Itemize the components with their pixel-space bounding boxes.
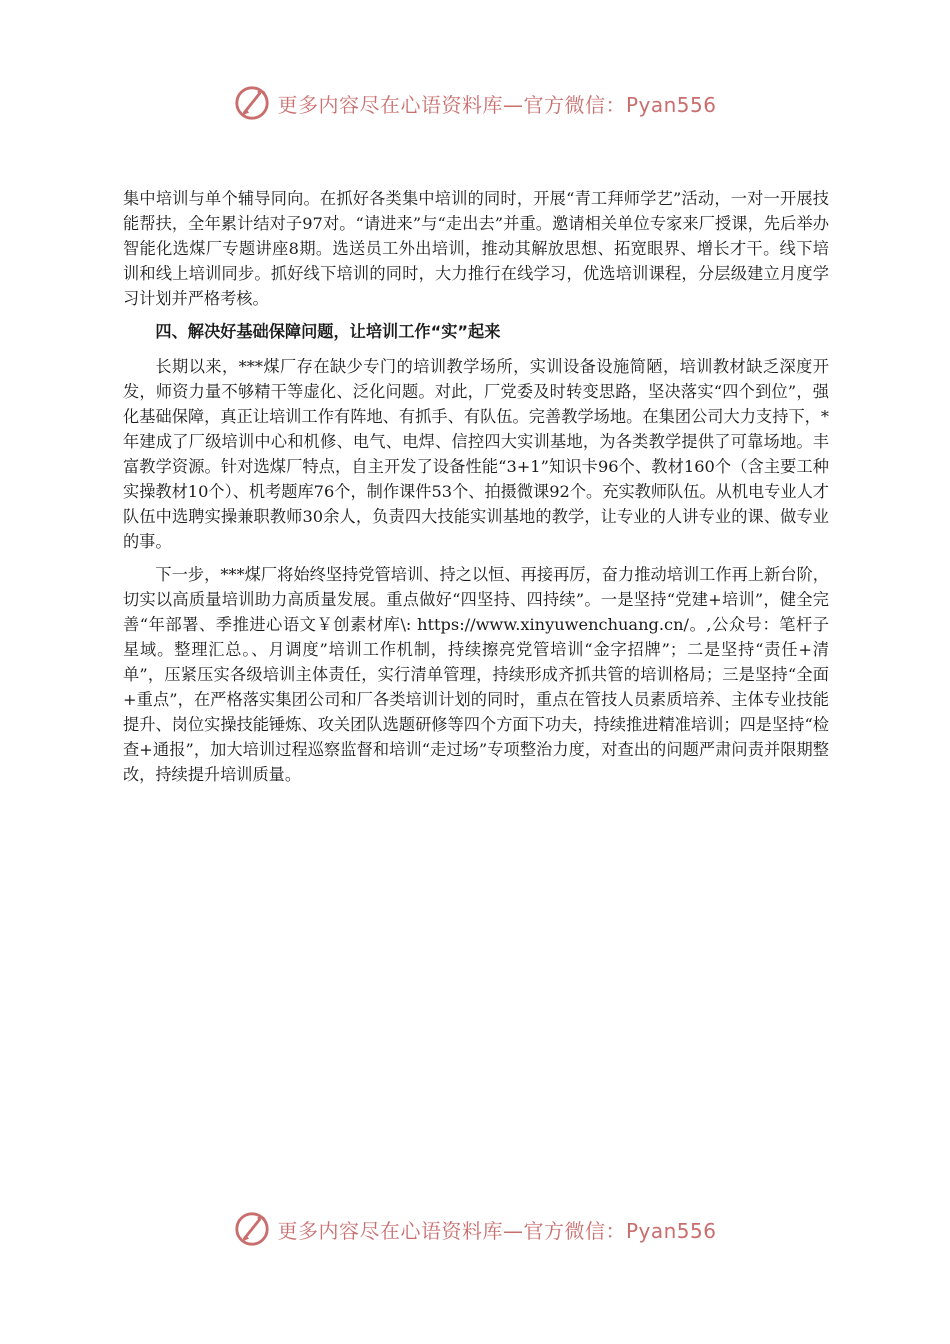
header-watermark [0, 84, 950, 122]
watermark-text: 更多内容尽在心语资料库—官方微信：Pyan556 [277, 1218, 717, 1243]
pen-logo-icon [233, 1210, 271, 1248]
paragraph-2: 长期以来，***煤厂存在缺少专门的培训教学场所，实训设备设施简陋，培训教材缺乏深度开发，师资力量不够精干等虚化、泛化问题。对此，厂党委及时转变思路，坚决落实“四个到位”，强化基础保障，真正让培训工作有阵地、有抓手、有队伍。完善教学场地。在集团公司大力支持下，*年建成了厂级培训中心和机修、电气、电焊、信控四大实训基地，为各类教学提供了可靠场地。丰富教学资源。针对选煤厂特点，自主开发了设备性能“3+1”知识卡96个、教材160个（含主要工种实操教材10个）、机考题库76个，制作课件53个、拍摄微课92个。充实教师队伍。从机电专业人才队伍中选聘实操兼职教师30余人，负责四大技能实训基地的教学，让专业的人讲专业的课、做专业的事。 [123, 357, 829, 551]
pen-logo-icon [233, 84, 271, 122]
document-body [123, 186, 829, 795]
section-heading-4: 四、解决好基础保障问题，让培训工作“实”起来 [155, 322, 501, 341]
paragraph-1: 集中培训与单个辅导同向。在抓好各类集中培训的同时，开展“青工拜师学艺”活动，一对一开展技能帮扶，全年累计结对子97对。“请进来”与“走出去”并重。邀请相关单位专家来厂授课，先后举办智能化选煤厂专题讲座8期。选送员工外出培训，推动其解放思想、拓宽眼界、增长才干。线下培训和线上培训同步。抓好线下培训的同时，大力推行在线学习，优选培训课程，分层级建立月度学习计划并严格考核。 [123, 189, 829, 308]
watermark-text: 更多内容尽在心语资料库—官方微信：Pyan556 [277, 92, 717, 117]
paragraph-3: 下一步，***煤厂将始终坚持党管培训、持之以恒、再接再厉，奋力推动培训工作再上新台阶，切实以高质量培训助力高质量发展。重点做好“四坚持、四持续”。一是坚持“党建+培训”，健全完善“年部署、季推进心语文￥创素材库\: https://www.xinyuwenchuang.cn/。,公众号：笔杆子星域。整理汇总。、月调度”培训工作机制，持续擦亮党管培训“金字招牌”；二是坚持“责任+清单”，压紧压实各级培训主体责任，实行清单管理，持续形成齐抓共管的培训格局；三是坚持“全面+重点”，在严格落实集团公司和厂各类培训计划的同时，重点在管技人员素质培养、主体专业技能提升、岗位实操技能锤炼、攻关团队选题研修等四个方面下功夫，持续推进精准培训；四是坚持“检查+通报”，加大培训过程巡察监督和培训“走过场”专项整治力度，对查出的问题严肃问责并限期整改，持续提升培训质量。 [123, 565, 829, 784]
footer-watermark [0, 1210, 950, 1248]
